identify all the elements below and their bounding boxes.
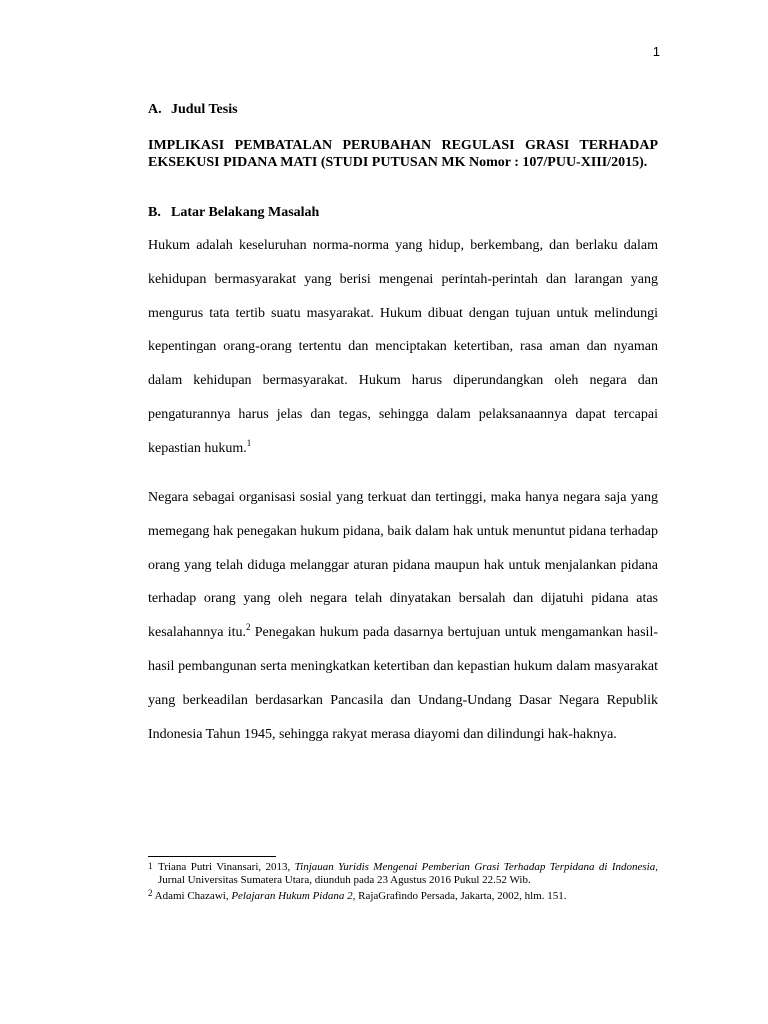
- section-b-heading: [148, 205, 319, 221]
- section-a-heading: [148, 102, 238, 118]
- footnote-2-title: Pelajaran Hukum Pidana 2: [231, 890, 353, 902]
- section-a-number: A.: [148, 102, 162, 117]
- footnote-2: [148, 887, 658, 903]
- paragraph-2: [148, 481, 658, 751]
- paragraph-1-text: Hukum adalah keseluruhan norma-norma yang hidup, berkembang, dan berlaku dalam kehidupan bermasyarakat yang berisi mengenai perintah-perintah dan larangan yang mengurus tata tertib suatu masyarakat. Hukum dibuat dengan tujuan untuk melindungi kepentingan orang-orang tertentu dan menciptakan ketertiban, rasa aman dan nyaman dalam kehidupan bermasyarakat. Hukum harus diperundangkan oleh negara dan pengaturannya harus jelas dan tegas, sehingga dalam pelaksanaannya dapat tercapai kepastian hukum.: [148, 238, 658, 456]
- footnote-2-mark: 2: [148, 888, 153, 898]
- section-b-number: B.: [148, 205, 161, 220]
- section-b-title: Latar Belakang Masalah: [171, 205, 320, 220]
- footnote-1-rest: Jurnal Universitas Sumatera Utara, diunduh pada 23 Agustus 2016 Pukul 22.52 Wib.: [158, 874, 531, 886]
- section-a-title: Judul Tesis: [171, 102, 238, 117]
- page-number: 1: [652, 44, 660, 59]
- footnotes: [148, 861, 658, 903]
- thesis-title: IMPLIKASI PEMBATALAN PERUBAHAN REGULASI GRASI TERHADAP EKSEKUSI PIDANA MATI (STUDI PUTUSAN MK Nomor : 107/PUU-XIII/2015).: [148, 138, 658, 170]
- paragraph-1: [148, 229, 658, 466]
- footnote-1-title: Tinjauan Yuridis Mengenai Pemberian Grasi Terhadap Terpidana di Indonesia,: [294, 861, 658, 873]
- footnote-2-author: Adami Chazawi,: [152, 890, 232, 902]
- paragraph-2-text-before: Negara sebagai organisasi sosial yang terkuat dan tertinggi, maka hanya negara saja yang memegang hak penegakan hukum pidana, baik dalam hak untuk menuntut pidana terhadap orang yang telah diduga melanggar aturan pidana maupun hak untuk menjalankan pidana terhadap orang yang oleh negara telah dinyatakan bersalah dan dijatuhi pidana atas kesalahannya itu.: [148, 490, 658, 641]
- footnote-1-mark: 1: [148, 861, 153, 871]
- footnote-1-author: Triana Putri Vinansari, 2013,: [158, 861, 295, 873]
- paragraph-2-text-after: Penegakan hukum pada dasarnya bertujuan untuk mengamankan hasil-hasil pembangunan serta meningkatkan ketertiban dan kepastian hukum dalam masyarakat yang berkeadilan berdasarkan Pancasila dan Undang-Undang Dasar Negara Republik Indonesia Tahun 1945, sehingga rakyat merasa diayomi dan dilindungi hak-haknya.: [148, 625, 658, 742]
- footnote-1: [148, 861, 658, 887]
- footnote-ref-1[interactable]: 1: [246, 437, 252, 448]
- footnote-ref-2[interactable]: 2: [245, 622, 251, 633]
- footnote-1-text: [158, 861, 658, 887]
- footnote-separator: [148, 856, 276, 857]
- footnote-2-rest: , RajaGrafindo Persada, Jakarta, 2002, hlm. 151.: [352, 890, 567, 902]
